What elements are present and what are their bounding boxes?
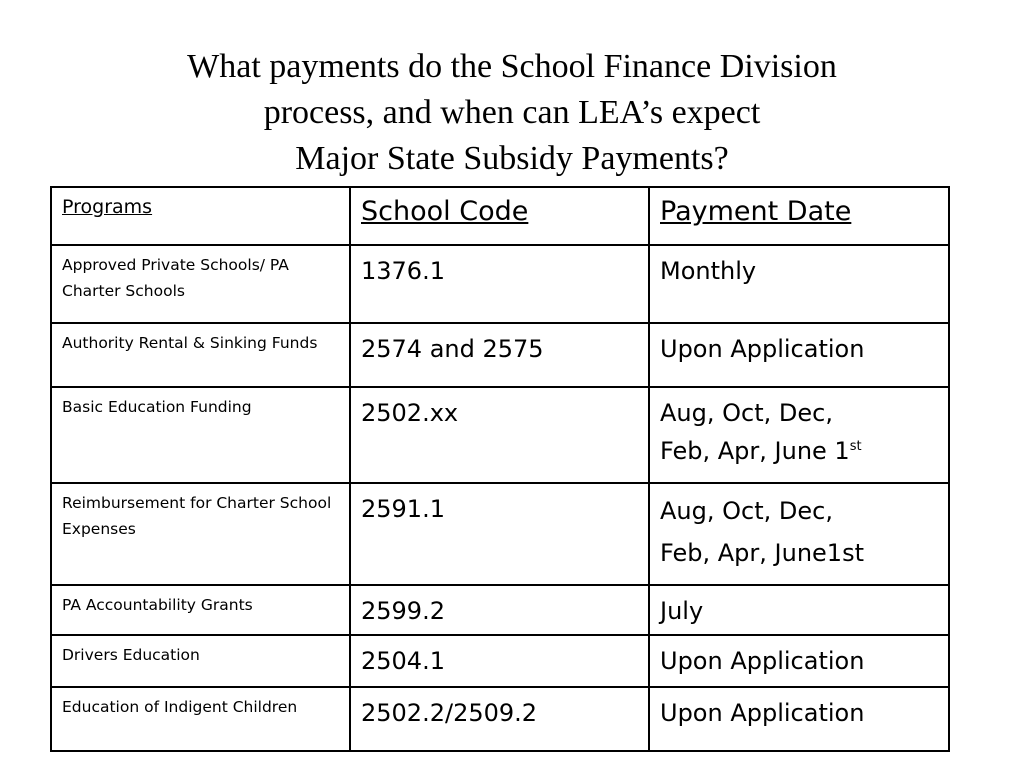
school-code-cell: 2591.1 [350,483,649,585]
table-row [51,483,949,585]
program-cell: Reimbursement for Charter School Expenses [51,483,350,585]
school-code-cell: 2574 and 2575 [350,323,649,387]
header-school-code: School Code [350,187,649,245]
payment-date-cell [649,483,949,585]
payment-date-cell: Upon Application [649,635,949,687]
title-line-1: What payments do the School Finance Division [187,48,837,85]
slide-title [0,44,1024,182]
table-row [51,245,949,323]
payments-table [50,186,950,752]
table-row [51,635,949,687]
table-row [51,323,949,387]
table-row [51,585,949,635]
program-cell: Education of Indigent Children [51,687,350,751]
program-cell: Drivers Education [51,635,350,687]
payment-date-line-1: Aug, Oct, Dec, [660,399,833,427]
school-code-cell: 2599.2 [350,585,649,635]
program-cell: PA Accountability Grants [51,585,350,635]
payment-date-line-1: Aug, Oct, Dec, [660,497,833,525]
school-code-cell: 1376.1 [350,245,649,323]
school-code-cell: 2502.xx [350,387,649,483]
payment-date-cell: Monthly [649,245,949,323]
payment-date-cell: Upon Application [649,687,949,751]
school-code-cell: 2504.1 [350,635,649,687]
header-programs: Programs [51,187,350,245]
title-line-2: process, and when can LEA’s expect [263,94,761,131]
payment-date-cell: July [649,585,949,635]
program-cell: Basic Education Funding [51,387,350,483]
payment-date-line-2 [660,432,938,470]
payment-date-suffix: st [849,439,862,454]
table-row [51,687,949,751]
table-row [51,387,949,483]
program-cell: Authority Rental & Sinking Funds [51,323,350,387]
school-code-cell: 2502.2/2509.2 [350,687,649,751]
payment-date-cell [649,387,949,483]
header-payment-date: Payment Date [649,187,949,245]
payment-date-line-2-text: Feb, Apr, June 1 [660,437,850,465]
payment-date-line-2: Feb, Apr, June1st [660,539,864,567]
title-line-3: Major State Subsidy Payments? [295,140,729,177]
payment-date-cell: Upon Application [649,323,949,387]
program-cell: Approved Private Schools/ PA Charter Schools [51,245,350,323]
table-header-row [51,187,949,245]
